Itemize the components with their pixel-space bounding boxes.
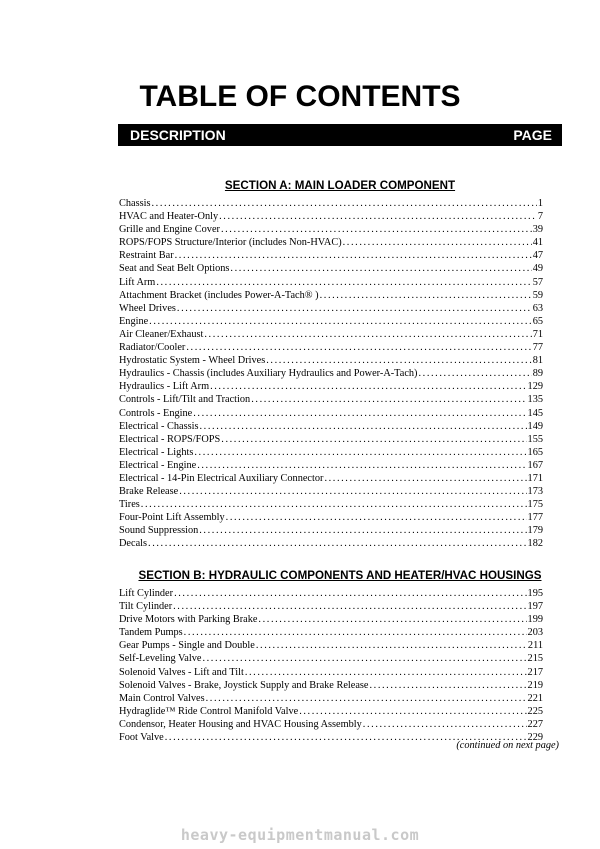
toc-entry-page: 167	[527, 459, 543, 471]
toc-entry	[119, 328, 543, 341]
toc-entry	[119, 341, 543, 354]
section-b-heading: SECTION B: HYDRAULIC COMPONENTS AND HEATER/HVAC HOUSINGS	[138, 569, 542, 582]
toc-dot-leader	[230, 262, 531, 275]
toc-dot-leader	[179, 485, 526, 498]
toc-entry	[119, 393, 543, 406]
toc-entry	[119, 262, 543, 275]
toc-entry-page: 182	[527, 538, 543, 550]
toc-entry-page: 199	[527, 614, 543, 626]
toc-entry	[119, 407, 543, 420]
toc-entry-page: 171	[527, 472, 543, 484]
toc-dot-leader	[363, 718, 527, 731]
toc-dot-leader	[320, 289, 532, 302]
toc-entry	[119, 613, 543, 626]
toc-dot-leader	[369, 679, 526, 692]
toc-entry-label: Decals	[119, 538, 148, 550]
toc-entry	[119, 197, 543, 210]
toc-dot-leader	[343, 236, 532, 249]
toc-entry-page: 221	[527, 692, 543, 704]
toc-entry-page: 203	[527, 627, 543, 639]
toc-entry-page: 195	[527, 588, 543, 599]
toc-entry	[119, 639, 543, 652]
toc-entry-page: 211	[527, 640, 543, 652]
toc-entry-label: HVAC and Heater-Only	[119, 211, 219, 223]
page-title: TABLE OF CONTENTS	[139, 80, 461, 113]
toc-entry-label: Tilt Cylinder	[119, 601, 173, 613]
toc-entry	[119, 524, 543, 537]
continued-note: (continued on next page)	[456, 740, 559, 751]
toc-entry-page: 219	[527, 679, 543, 691]
toc-dot-leader	[174, 587, 526, 600]
toc-entry-label: Tires	[119, 499, 140, 511]
toc-entry-label: Main Control Valves	[119, 692, 205, 704]
toc-dot-leader	[221, 223, 532, 236]
toc-entry	[119, 249, 543, 262]
toc-entry-page: 1	[537, 198, 543, 209]
toc-entry-label: Grille and Engine Cover	[119, 224, 220, 236]
toc-entry-label: Hydraulics - Lift Arm	[119, 381, 210, 393]
toc-entry	[119, 692, 543, 705]
description-column-header: DESCRIPTION	[130, 127, 226, 143]
toc-entry-label: Attachment Bracket (includes Power-A-Tach® )	[119, 289, 319, 301]
toc-entry-page: 129	[527, 381, 543, 393]
toc-entry-page: 81	[532, 355, 543, 367]
toc-dot-leader	[151, 197, 536, 210]
column-header-bar	[118, 124, 562, 146]
toc-entry-label: Electrical - 14-Pin Electrical Auxiliary Connector	[119, 472, 324, 484]
toc-dot-leader	[204, 328, 531, 341]
toc-entry	[119, 276, 543, 289]
toc-entry-page: 175	[527, 499, 543, 511]
toc-entry	[119, 367, 543, 380]
toc-entry-label: Engine	[119, 315, 149, 327]
toc-entry-page: 165	[527, 446, 543, 458]
toc-entry	[119, 302, 543, 315]
section-a-heading: SECTION A: MAIN LOADER COMPONENT	[224, 179, 456, 192]
toc-entry	[119, 459, 543, 472]
toc-entry-label: Self-Leveling Valve	[119, 653, 202, 665]
toc-entry	[119, 485, 543, 498]
toc-entry-page: 57	[532, 276, 543, 288]
toc-dot-leader	[219, 210, 537, 223]
toc-entry	[119, 472, 543, 485]
toc-entry-label: Sound Suppression	[119, 525, 199, 537]
toc-entry	[119, 210, 543, 223]
toc-entry-page: 215	[527, 653, 543, 665]
toc-entry-page: 71	[532, 328, 543, 340]
toc-entry-page: 63	[532, 302, 543, 314]
toc-entry	[119, 289, 543, 302]
toc-entry	[119, 380, 543, 393]
toc-entry-page: 7	[537, 211, 543, 223]
toc-entry-page: 59	[532, 289, 543, 301]
toc-entry-page: 47	[532, 250, 543, 262]
toc-entry-page: 227	[527, 718, 543, 730]
toc-entry-page: 179	[527, 525, 543, 537]
toc-entry	[119, 236, 543, 249]
toc-entry-label: Controls - Engine	[119, 407, 193, 419]
toc-entry-page: 177	[527, 512, 543, 524]
toc-entry-label: Tandem Pumps	[119, 627, 183, 639]
toc-dot-leader	[200, 420, 527, 433]
toc-entry-page: 229	[527, 732, 543, 744]
toc-entry-page: 135	[527, 394, 543, 406]
toc-entry-label: Hydrostatic System - Wheel Drives	[119, 355, 266, 367]
toc-dot-leader	[156, 276, 531, 289]
toc-dot-leader	[175, 249, 532, 262]
toc-entry-label: Air Cleaner/Exhaust	[119, 328, 204, 340]
toc-dot-leader	[418, 367, 531, 380]
toc-dot-leader	[202, 652, 526, 665]
toc-dot-leader	[186, 341, 531, 354]
page-column-header: PAGE	[513, 127, 552, 143]
toc-entry-label: Chassis	[119, 198, 151, 209]
toc-entry-label: Hydraglide™ Ride Control Manifold Valve	[119, 705, 299, 717]
toc-entry	[119, 446, 543, 459]
toc-dot-leader	[258, 613, 526, 626]
toc-entry-label: Lift Cylinder	[119, 588, 174, 599]
toc-dot-leader	[193, 407, 526, 420]
section-b-entries	[119, 587, 543, 744]
toc-dot-leader	[256, 639, 527, 652]
toc-entry	[119, 705, 543, 718]
toc-entry	[119, 223, 543, 236]
watermark-text: heavy-equipmentmanual.com	[180, 826, 420, 844]
toc-entry	[119, 433, 543, 446]
toc-entry-page: 145	[527, 407, 543, 419]
toc-entry-label: Four-Point Lift Assembly	[119, 512, 225, 524]
toc-dot-leader	[148, 537, 527, 550]
toc-entry-label: Brake Release	[119, 486, 179, 498]
toc-dot-leader	[177, 302, 532, 315]
toc-dot-leader	[299, 705, 526, 718]
toc-entry-page: 197	[527, 601, 543, 613]
toc-entry-label: Wheel Drives	[119, 302, 176, 314]
section-a-entries	[119, 197, 543, 551]
toc-entry-label: Electrical - Engine	[119, 459, 197, 471]
toc-dot-leader	[221, 433, 526, 446]
toc-entry	[119, 718, 543, 731]
toc-entry-label: Drive Motors with Parking Brake	[119, 614, 258, 626]
toc-entry-label: Gear Pumps - Single and Double	[119, 640, 255, 652]
toc-entry-page: 225	[527, 705, 543, 717]
toc-entry	[119, 652, 543, 665]
toc-entry-page: 155	[527, 433, 543, 445]
toc-dot-leader	[251, 393, 526, 406]
toc-entry-label: Solenoid Valves - Brake, Joystick Supply and Brake Release	[119, 679, 369, 691]
toc-entry-label: Electrical - Lights	[119, 446, 194, 458]
toc-entry-page: 49	[532, 263, 543, 275]
toc-entry	[119, 679, 543, 692]
toc-entry-label: Solenoid Valves - Lift and Tilt	[119, 666, 244, 678]
toc-entry	[119, 315, 543, 328]
toc-dot-leader	[199, 524, 526, 537]
toc-entry-page: 41	[532, 237, 543, 249]
toc-dot-leader	[226, 511, 527, 524]
toc-entry-page: 149	[527, 420, 543, 432]
toc-entry-label: ROPS/FOPS Structure/Interior (includes Non-HVAC)	[119, 237, 342, 249]
toc-entry	[119, 498, 543, 511]
toc-dot-leader	[324, 472, 526, 485]
toc-entry-page: 39	[532, 224, 543, 236]
toc-entry	[119, 600, 543, 613]
toc-entry-label: Condensor, Heater Housing and HVAC Housing Assembly	[119, 718, 362, 730]
toc-dot-leader	[149, 315, 532, 328]
toc-entry-page: 89	[532, 368, 543, 380]
toc-entry-label: Hydraulics - Chassis (includes Auxiliary Hydraulics and Power-A-Tach)	[119, 368, 418, 380]
toc-entry-label: Electrical - Chassis	[119, 420, 199, 432]
toc-dot-leader	[210, 380, 526, 393]
toc-entry	[119, 537, 543, 550]
toc-entry-label: Electrical - ROPS/FOPS	[119, 433, 221, 445]
toc-dot-leader	[245, 666, 527, 679]
toc-entry-page: 173	[527, 486, 543, 498]
toc-dot-leader	[206, 692, 527, 705]
toc-entry-page: 217	[527, 666, 543, 678]
toc-entry-label: Controls - Lift/Tilt and Traction	[119, 394, 251, 406]
toc-dot-leader	[184, 626, 527, 639]
toc-dot-leader	[266, 354, 531, 367]
toc-dot-leader	[197, 459, 526, 472]
toc-dot-leader	[173, 600, 526, 613]
toc-entry-label: Seat and Seat Belt Options	[119, 263, 230, 275]
toc-entry-label: Foot Valve	[119, 732, 164, 744]
toc-entry-label: Restraint Bar	[119, 250, 174, 262]
toc-entry-label: Lift Arm	[119, 276, 156, 288]
toc-dot-leader	[194, 446, 526, 459]
toc-entry	[119, 354, 543, 367]
toc-dot-leader	[141, 498, 527, 511]
toc-entry	[119, 626, 543, 639]
toc-entry	[119, 511, 543, 524]
toc-entry-page: 77	[532, 342, 543, 354]
toc-entry	[119, 587, 543, 600]
toc-entry-label: Radiator/Cooler	[119, 342, 186, 354]
toc-entry-page: 65	[532, 315, 543, 327]
toc-entry	[119, 666, 543, 679]
toc-entry	[119, 420, 543, 433]
